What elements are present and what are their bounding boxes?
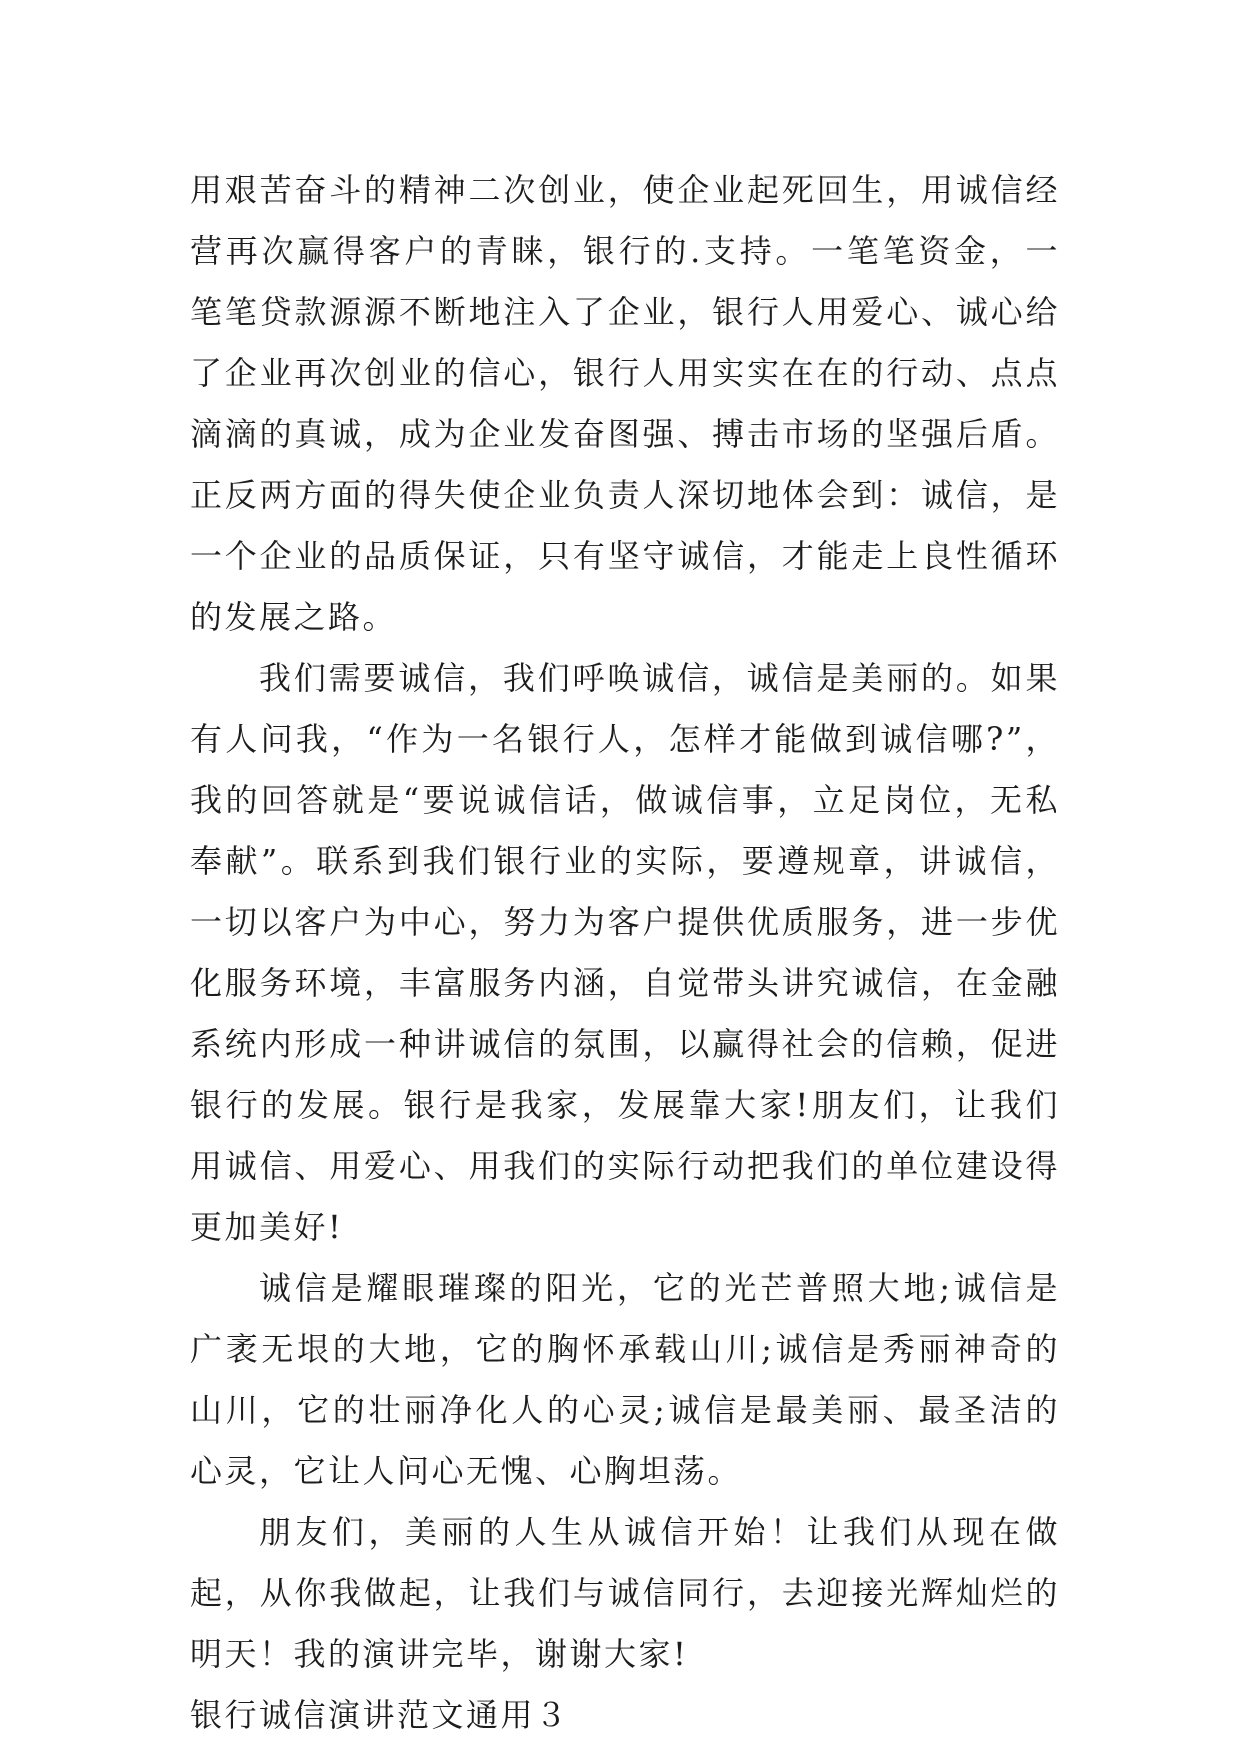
paragraph-4: 朋友们，美丽的人生从诚信开始！让我们从现在做起，从你我做起，让我们与诚信同行，去迎接光辉灿烂的明天！我的演讲完毕，谢谢大家! — [190, 1513, 1060, 1673]
paragraph-2: 我们需要诚信，我们呼唤诚信，诚信是美丽的。如果有人问我，“作为一名银行人，怎样才能做到诚信哪?”，我的回答就是“要说诚信话，做诚信事，立足岗位，无私奉献”。联系到我们银行业的实际，要遵规章，讲诚信，一切以客户为中心，努力为客户提供优质服务，进一步优化服务环境，丰富服务内涵，自觉带头讲究诚信，在金融系统内形成一种讲诚信的氛围，以赢得社会的信赖，促进银行的发展。银行是我家，发展靠大家!朋友们，让我们用诚信、用爱心、用我们的实际行动把我们的单位建设得更加美好! — [190, 659, 1060, 1246]
document-body — [190, 160, 1060, 1746]
paragraph-1: 用艰苦奋斗的精神二次创业，使企业起死回生，用诚信经营再次赢得客户的青睐，银行的.支持。一笔笔资金，一笔笔贷款源源不断地注入了企业，银行人用爱心、诚心给了企业再次创业的信心，银行人用实实在在的行动、点点滴滴的真诚，成为企业发奋图强、搏击市场的坚强后盾。正反两方面的得失使企业负责人深切地体会到：诚信，是一个企业的品质保证，只有坚守诚信，才能走上良性循环的发展之路。 — [190, 171, 1060, 636]
paragraph-3: 诚信是耀眼璀璨的阳光，它的光芒普照大地;诚信是广袤无垠的大地，它的胸怀承载山川;诚信是秀丽神奇的山川，它的壮丽净化人的心灵;诚信是最美丽、最圣洁的心灵，它让人问心无愧、心胸坦荡。 — [190, 1269, 1060, 1490]
section-heading: 银行诚信演讲范文通用３ — [190, 1696, 570, 1734]
